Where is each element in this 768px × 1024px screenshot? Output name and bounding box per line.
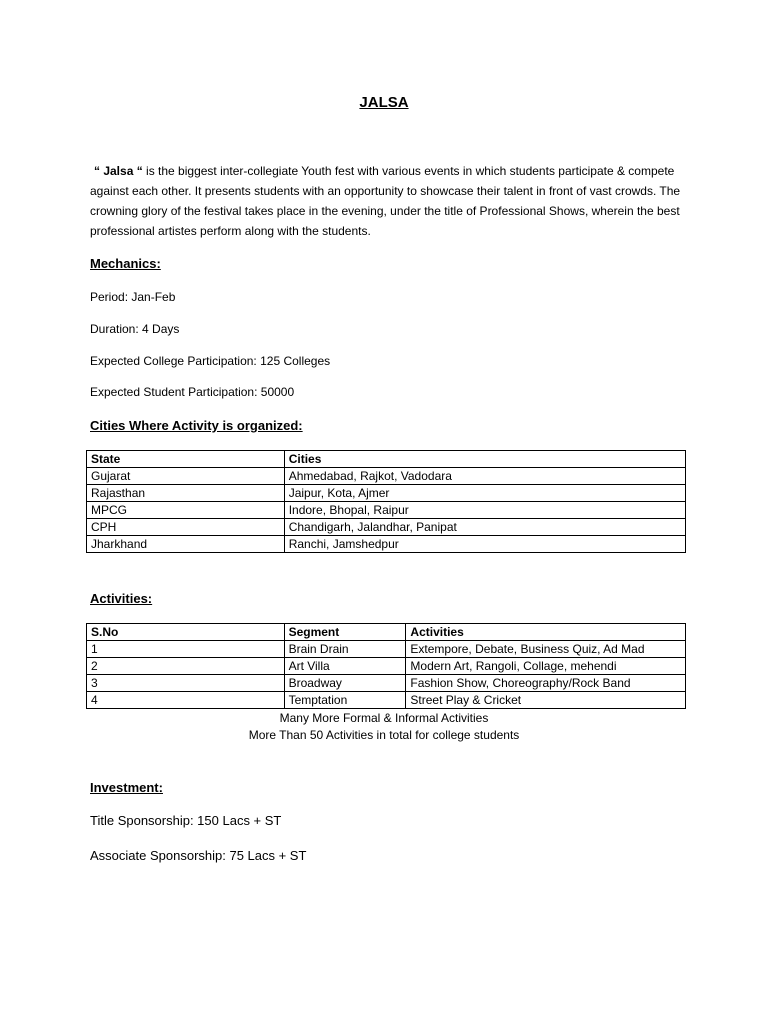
- activities-cell: Fashion Show, Choreography/Rock Band: [406, 675, 686, 692]
- cities-cell: Indore, Bhopal, Raipur: [284, 502, 685, 519]
- table-row: [87, 692, 686, 709]
- sno-cell: 2: [87, 658, 285, 675]
- investment-heading: Investment:: [90, 780, 163, 795]
- mechanics-colleges: Expected College Participation: 125 Colleges: [90, 354, 331, 368]
- activities-note-total: More Than 50 Activities in total for college students: [248, 728, 520, 742]
- activities-table-header: [87, 624, 686, 641]
- table-row: [87, 641, 686, 658]
- cities-header-cities: Cities: [284, 451, 685, 468]
- table-row: [87, 502, 686, 519]
- activities-note-more: Many More Formal & Informal Activities: [279, 711, 489, 725]
- cities-cell: Chandigarh, Jalandhar, Panipat: [284, 519, 685, 536]
- table-row: [87, 519, 686, 536]
- table-row: [87, 536, 686, 553]
- activities-cell: Street Play & Cricket: [406, 692, 686, 709]
- cities-table: [86, 450, 686, 553]
- title-sponsorship: Title Sponsorship: 150 Lacs + ST: [90, 813, 282, 828]
- page-title: JALSA: [359, 94, 409, 111]
- sno-cell: 1: [87, 641, 285, 658]
- activities-cell: Extempore, Debate, Business Quiz, Ad Mad: [406, 641, 686, 658]
- table-row: [87, 675, 686, 692]
- state-cell: CPH: [87, 519, 285, 536]
- cities-heading: Cities Where Activity is organized:: [90, 418, 303, 433]
- associate-sponsorship: Associate Sponsorship: 75 Lacs + ST: [90, 848, 307, 863]
- cities-table-header: [87, 451, 686, 468]
- cities-header-state: State: [87, 451, 285, 468]
- state-cell: Jharkhand: [87, 536, 285, 553]
- table-row: [87, 468, 686, 485]
- cities-cell: Ahmedabad, Rajkot, Vadodara: [284, 468, 685, 485]
- activities-table: [86, 623, 686, 709]
- state-cell: MPCG: [87, 502, 285, 519]
- segment-cell: Broadway: [284, 675, 406, 692]
- activities-header-sno: S.No: [87, 624, 285, 641]
- segment-cell: Brain Drain: [284, 641, 406, 658]
- segment-cell: Art Villa: [284, 658, 406, 675]
- mechanics-period: Period: Jan-Feb: [90, 290, 176, 304]
- cities-cell: Ranchi, Jamshedpur: [284, 536, 685, 553]
- segment-cell: Temptation: [284, 692, 406, 709]
- sno-cell: 4: [87, 692, 285, 709]
- activities-header-segment: Segment: [284, 624, 406, 641]
- mechanics-duration: Duration: 4 Days: [90, 322, 180, 336]
- state-cell: Gujarat: [87, 468, 285, 485]
- intro-paragraph: [90, 161, 690, 241]
- activities-heading: Activities:: [90, 591, 153, 606]
- mechanics-students: Expected Student Participation: 50000: [90, 385, 295, 399]
- mechanics-heading: Mechanics:: [90, 256, 161, 271]
- activities-cell: Modern Art, Rangoli, Collage, mehendi: [406, 658, 686, 675]
- sno-cell: 3: [87, 675, 285, 692]
- table-row: [87, 658, 686, 675]
- state-cell: Rajasthan: [87, 485, 285, 502]
- intro-lead: “ Jalsa “: [94, 164, 143, 178]
- activities-header-activities: Activities: [406, 624, 686, 641]
- cities-cell: Jaipur, Kota, Ajmer: [284, 485, 685, 502]
- intro-text: is the biggest inter-collegiate Youth fest with various events in which students participate & compete against each other. It presents students with an opportunity to showcase their talent in front of vast crowds. The crowning glory of the festival takes place in the evening, under the title of Professional Shows, wherein the best professional artistes perform along with the students.: [90, 164, 681, 238]
- table-row: [87, 485, 686, 502]
